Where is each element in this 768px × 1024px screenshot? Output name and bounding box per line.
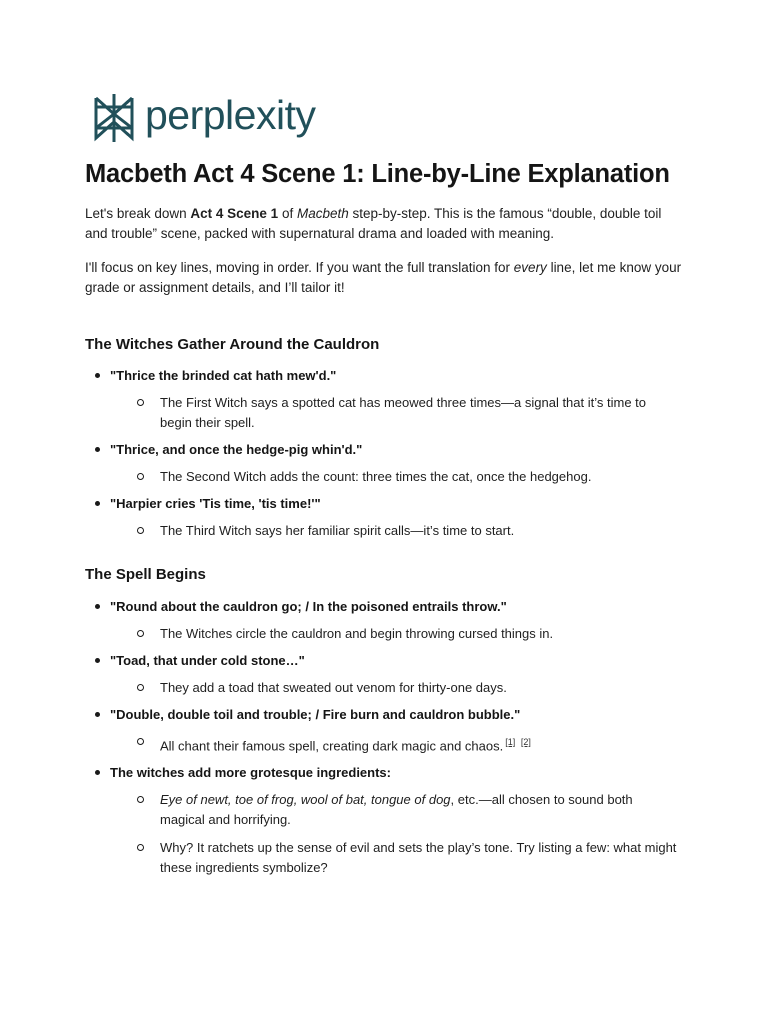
- explanation-text: All chant their famous spell, creating dark magic and chaos.: [160, 738, 504, 754]
- quote-text: "Toad, that under cold stone…": [110, 653, 305, 668]
- intro-bold-act: Act 4 Scene 1: [190, 206, 279, 221]
- quote-text: The witches add more grotesque ingredients:: [110, 765, 391, 781]
- list-item: [85, 597, 685, 644]
- intro-paragraph-1: [85, 204, 685, 244]
- explanation-item: The First Witch says a spotted cat has meowed three times—a signal that it’s time to begin their spell.: [135, 393, 680, 433]
- explanation-text: , etc.—all chosen to sound both magical and horrifying.: [160, 792, 633, 828]
- section-heading-spell-begins: The Spell Begins: [85, 566, 206, 583]
- intro-paragraph-2: [85, 258, 685, 298]
- list-item: [85, 440, 685, 487]
- quote-text: "Thrice, and once the hedge-pig whin'd.": [110, 442, 363, 457]
- list-item: [85, 366, 685, 433]
- page-title: Macbeth Act 4 Scene 1: Line-by-Line Explanation: [85, 160, 670, 188]
- citation-link-2[interactable]: [2]: [520, 737, 531, 747]
- intro-italic-every: every: [513, 260, 547, 275]
- intro-text: step-by-step. This is the famous “double, double toil and trouble” scene, packed with supernatural drama and loaded with meaning.: [85, 206, 662, 241]
- section-2-list: [85, 597, 685, 878]
- explanation-item: They add a toad that sweated out venom for thirty-one days.: [135, 678, 680, 698]
- explanation-item: [135, 732, 680, 756]
- explanation-item: The Second Witch adds the count: three times the cat, once the hedgehog.: [135, 467, 680, 487]
- perplexity-logo-icon: [93, 92, 135, 144]
- explanation-item: Why? It ratchets up the sense of evil and sets the play’s tone. Try listing a few: what might these ingredients symbolize?: [135, 838, 680, 878]
- explanation-item: The Third Witch says her familiar spirit calls—it’s time to start.: [135, 521, 680, 541]
- logo-wordmark: perplexity: [145, 91, 316, 138]
- intro-text: I'll focus on key lines, moving in order. If you want the full translation for: [85, 260, 514, 275]
- quote-text: "Harpier cries 'Tis time, 'tis time!'": [110, 496, 321, 511]
- explanation-item: [135, 790, 680, 830]
- intro-italic-macbeth: Macbeth: [296, 206, 349, 221]
- quote-text: "Round about the cauldron go; / In the poisoned entrails throw.": [110, 599, 507, 614]
- explanation-item: The Witches circle the cauldron and begin throwing cursed things in.: [135, 624, 680, 644]
- intro-text: of: [278, 206, 297, 221]
- ingredients-italic: Eye of newt, toe of frog, wool of bat, tongue of dog: [160, 792, 451, 808]
- quote-text: "Thrice the brinded cat hath mew'd.": [110, 368, 337, 383]
- citation-link-1[interactable]: [1]: [505, 737, 516, 747]
- quote-text: "Double, double toil and trouble; / Fire burn and cauldron bubble.": [110, 707, 521, 722]
- section-1-list: [85, 366, 685, 541]
- list-item: [85, 494, 685, 541]
- section-heading-witches-gather: The Witches Gather Around the Cauldron: [85, 336, 380, 353]
- intro-text: line, let me know your grade or assignment details, and I’ll tailor it!: [85, 260, 682, 295]
- list-item: [85, 705, 685, 756]
- list-item: [85, 651, 685, 698]
- intro-text: Let's break down: [85, 206, 191, 221]
- list-item: [85, 763, 685, 878]
- perplexity-logo: [93, 92, 315, 144]
